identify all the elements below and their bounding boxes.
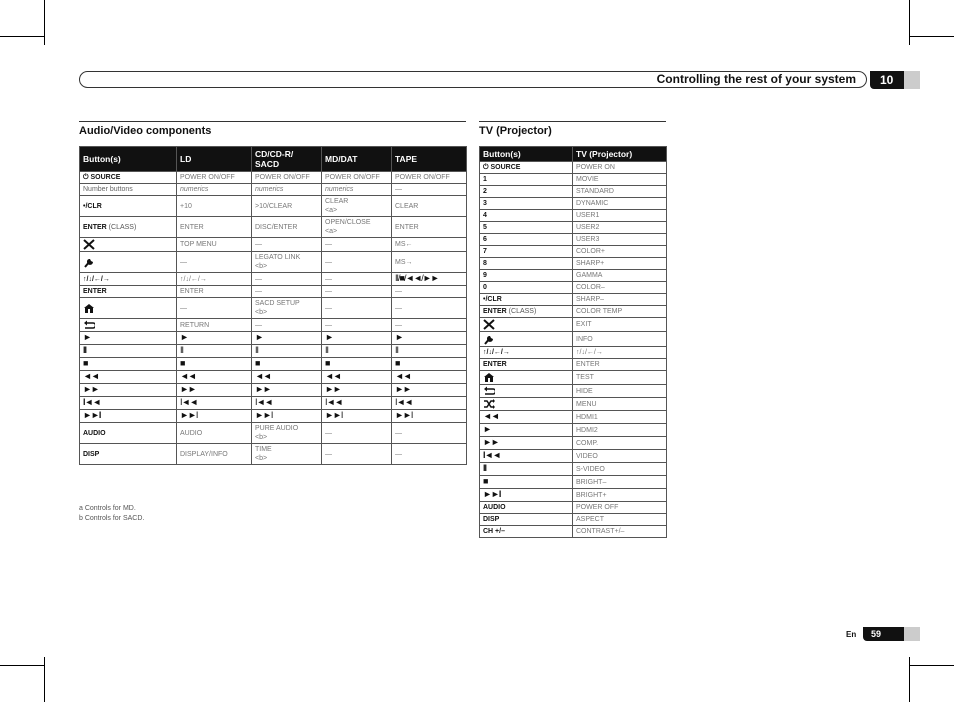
value-cell: — — [392, 423, 467, 444]
value-cell: TOP MENU — [177, 238, 252, 252]
button-label: AUDIO — [83, 429, 106, 437]
home-icon — [83, 305, 95, 312]
table-row — [80, 217, 467, 238]
button-cell — [80, 332, 177, 345]
value-cell: — — [392, 298, 467, 319]
button-label: CH +/– — [483, 528, 505, 535]
button-cell — [80, 273, 177, 286]
table-row — [80, 332, 467, 345]
button-cell — [80, 298, 177, 319]
value-cell: TIME <b> — [252, 444, 322, 465]
value-cell: COMP. — [573, 437, 667, 450]
button-cell — [80, 397, 177, 410]
value-cell: — — [392, 319, 467, 332]
table-row — [80, 397, 467, 410]
button-label: 4 — [483, 212, 487, 219]
column-header: Button(s) — [480, 147, 573, 162]
value-cell: CLEAR <a> — [322, 196, 392, 217]
value-cell: I◄◄ — [252, 397, 322, 410]
value-cell: ► — [322, 332, 392, 345]
button-cell — [480, 282, 573, 294]
value-cell: — — [392, 286, 467, 298]
return-icon — [483, 388, 495, 395]
value-cell: EXIT — [573, 318, 667, 332]
button-label: I◄◄ — [83, 397, 101, 407]
table-row — [480, 424, 667, 437]
value-cell: INFO — [573, 332, 667, 347]
button-cell — [480, 385, 573, 398]
value-cell: — — [252, 273, 322, 286]
button-cell — [80, 384, 177, 397]
value-cell: ►►I — [392, 410, 467, 423]
value-cell: ↑/↓/←/→ — [573, 347, 667, 359]
button-label: AUDIO — [483, 504, 506, 511]
button-cell — [80, 444, 177, 465]
language-label: En — [846, 630, 857, 639]
table-row — [80, 444, 467, 465]
value-cell: ENTER — [177, 286, 252, 298]
column-header: TAPE — [392, 147, 467, 172]
table-row — [480, 450, 667, 463]
value-cell: — — [252, 286, 322, 298]
value-cell: ■ — [252, 358, 322, 371]
button-label: ◄◄ — [483, 411, 499, 421]
table-row — [480, 186, 667, 198]
button-label: ENTER — [83, 288, 107, 295]
table-row — [80, 358, 467, 371]
table-row — [80, 298, 467, 319]
value-cell: >10/CLEAR — [252, 196, 322, 217]
value-cell: USER1 — [573, 210, 667, 222]
value-cell: ■ — [322, 358, 392, 371]
button-label: II — [83, 345, 87, 355]
table-row — [80, 196, 467, 217]
value-cell: ► — [177, 332, 252, 345]
value-cell: SACD SETUP <b> — [252, 298, 322, 319]
chapter-number: 10 — [870, 71, 920, 89]
column-header: Button(s) — [80, 147, 177, 172]
button-cell — [480, 270, 573, 282]
button-label-suffix: (CLASS) — [506, 308, 537, 315]
value-cell: MOVIE — [573, 174, 667, 186]
value-cell: ►►I — [252, 410, 322, 423]
table-row — [480, 476, 667, 489]
value-cell: BRIGHT+ — [573, 489, 667, 502]
value-cell: — — [322, 423, 392, 444]
value-cell: ◄◄ — [177, 371, 252, 384]
table-row — [80, 238, 467, 252]
value-cell: SHARP– — [573, 294, 667, 306]
value-cell: CONTRAST+/– — [573, 526, 667, 538]
table-row — [480, 210, 667, 222]
table-row — [80, 423, 467, 444]
value-cell: PURE AUDIO <b> — [252, 423, 322, 444]
value-cell: II — [392, 345, 467, 358]
button-label: DISP — [483, 516, 500, 523]
button-cell — [480, 398, 573, 411]
value-cell: — — [252, 319, 322, 332]
table-row — [480, 234, 667, 246]
button-label: 6 — [483, 236, 487, 243]
button-cell — [480, 332, 573, 347]
value-cell: DISPLAY/INFO — [177, 444, 252, 465]
value-cell: ENTER — [573, 359, 667, 371]
button-cell — [480, 306, 573, 318]
section-rule — [479, 121, 666, 122]
value-cell: — — [322, 252, 392, 273]
table-row — [480, 282, 667, 294]
value-cell: POWER ON/OFF — [322, 172, 392, 184]
value-cell: ↑/↓/←/→ — [177, 273, 252, 286]
cross-icon — [83, 241, 95, 248]
value-cell: POWER OFF — [573, 502, 667, 514]
button-cell — [480, 411, 573, 424]
column-header: CD/CD-R/ SACD — [252, 147, 322, 172]
value-cell: — — [322, 298, 392, 319]
column-header: LD — [177, 147, 252, 172]
button-cell — [480, 186, 573, 198]
value-cell: CLEAR — [392, 196, 467, 217]
button-cell — [480, 294, 573, 306]
table-row — [480, 294, 667, 306]
value-cell: — — [322, 238, 392, 252]
button-cell — [480, 359, 573, 371]
shuffle-icon — [483, 401, 495, 408]
table-row — [480, 489, 667, 502]
value-cell: ENTER — [392, 217, 467, 238]
value-cell: — — [322, 319, 392, 332]
value-cell: ►►I — [177, 410, 252, 423]
value-cell: II — [252, 345, 322, 358]
value-cell: STANDARD — [573, 186, 667, 198]
button-label: ↑/↓/←/→ — [83, 275, 110, 283]
table-row — [480, 174, 667, 186]
section-title-audio-video: Audio/Video components — [79, 125, 212, 137]
crop-mark — [0, 665, 45, 666]
button-label: 2 — [483, 188, 487, 195]
table-row — [480, 526, 667, 538]
value-cell: MS← — [392, 238, 467, 252]
button-cell — [480, 222, 573, 234]
button-label: ENTER — [483, 361, 507, 368]
value-cell: LEGATO LINK <b> — [252, 252, 322, 273]
table-row — [480, 198, 667, 210]
value-cell: GAMMA — [573, 270, 667, 282]
table-row — [480, 246, 667, 258]
button-cell — [80, 423, 177, 444]
table-row — [80, 410, 467, 423]
value-cell: COLOR+ — [573, 246, 667, 258]
value-cell: +10 — [177, 196, 252, 217]
crop-mark — [909, 36, 954, 37]
column-header: MD/DAT — [322, 147, 392, 172]
button-cell — [480, 450, 573, 463]
value-cell: RETURN — [177, 319, 252, 332]
button-cell — [80, 286, 177, 298]
value-cell: ►►I — [322, 410, 392, 423]
button-label: Number buttons — [83, 186, 133, 193]
button-cell — [480, 318, 573, 332]
column-header: TV (Projector) — [573, 147, 667, 162]
button-cell — [480, 476, 573, 489]
button-label: ENTER — [83, 223, 107, 231]
value-cell: MS→ — [392, 252, 467, 273]
table-row — [80, 252, 467, 273]
value-cell: ◄◄ — [322, 371, 392, 384]
audio-video-table — [79, 146, 467, 465]
value-cell: ►► — [392, 384, 467, 397]
table-row — [480, 270, 667, 282]
crop-mark — [909, 0, 910, 45]
value-cell: numerics — [252, 184, 322, 196]
table-row — [480, 502, 667, 514]
value-cell: — — [322, 273, 392, 286]
button-label: ► — [483, 424, 491, 434]
chapter-tab-edge — [904, 71, 920, 89]
value-cell: USER3 — [573, 234, 667, 246]
value-cell: POWER ON/OFF — [392, 172, 467, 184]
button-label: ENTER — [483, 308, 507, 315]
table-row — [480, 359, 667, 371]
value-cell: AUDIO — [177, 423, 252, 444]
value-cell: I◄◄ — [322, 397, 392, 410]
value-cell: ENTER — [177, 217, 252, 238]
value-cell: POWER ON/OFF — [252, 172, 322, 184]
value-cell: COLOR TEMP — [573, 306, 667, 318]
value-cell: ► — [252, 332, 322, 345]
button-label: ↑/↓/←/→ — [483, 349, 510, 356]
table-row — [80, 184, 467, 196]
value-cell: USER2 — [573, 222, 667, 234]
button-label: ⏻ SOURCE — [83, 174, 121, 181]
value-cell: DYNAMIC — [573, 198, 667, 210]
button-cell — [80, 410, 177, 423]
table-row — [480, 222, 667, 234]
value-cell: COLOR– — [573, 282, 667, 294]
value-cell: OPEN/CLOSE <a> — [322, 217, 392, 238]
button-label: I◄◄ — [483, 450, 501, 460]
tv-projector-table — [479, 146, 667, 538]
button-label: 7 — [483, 248, 487, 255]
value-cell: — — [392, 444, 467, 465]
button-label-suffix: (CLASS) — [106, 223, 137, 231]
table-row — [480, 318, 667, 332]
value-cell: VIDEO — [573, 450, 667, 463]
button-cell — [80, 217, 177, 238]
button-label: ►► — [483, 437, 499, 447]
button-cell — [480, 198, 573, 210]
button-label: 0 — [483, 284, 487, 291]
value-cell: TEST — [573, 371, 667, 385]
value-cell: DISC/ENTER — [252, 217, 322, 238]
value-cell: — — [392, 184, 467, 196]
value-cell: ASPECT — [573, 514, 667, 526]
button-cell — [80, 319, 177, 332]
button-cell — [80, 172, 177, 184]
button-label: 1 — [483, 176, 487, 183]
value-cell: — — [177, 252, 252, 273]
button-label: II — [483, 463, 487, 473]
page-number: 59 — [863, 627, 920, 641]
value-cell: ■ — [177, 358, 252, 371]
button-label: 9 — [483, 272, 487, 279]
value-cell: numerics — [322, 184, 392, 196]
table-row — [480, 463, 667, 476]
button-cell — [480, 347, 573, 359]
value-cell: ◄◄ — [252, 371, 322, 384]
button-cell — [480, 210, 573, 222]
value-cell: ■ — [392, 358, 467, 371]
value-cell: HIDE — [573, 385, 667, 398]
crop-mark — [44, 657, 45, 702]
button-label: ⏻ SOURCE — [483, 164, 521, 171]
table-row — [80, 345, 467, 358]
section-title-tv-projector: TV (Projector) — [479, 125, 552, 137]
table-row — [80, 384, 467, 397]
button-cell — [480, 424, 573, 437]
value-cell: ► — [392, 332, 467, 345]
cross-icon — [483, 321, 495, 328]
button-cell — [480, 174, 573, 186]
value-cell: II — [322, 345, 392, 358]
table-row — [480, 385, 667, 398]
value-cell: ◄◄ — [392, 371, 467, 384]
value-cell: POWER ON — [573, 162, 667, 174]
value-cell: I◄◄ — [177, 397, 252, 410]
section-rule — [79, 121, 466, 122]
value-cell: ►► — [177, 384, 252, 397]
table-row — [480, 398, 667, 411]
table-row — [480, 258, 667, 270]
value-cell: POWER ON/OFF — [177, 172, 252, 184]
button-cell — [480, 258, 573, 270]
button-cell — [480, 162, 573, 174]
value-cell: — — [177, 298, 252, 319]
button-cell — [480, 463, 573, 476]
table-row — [480, 437, 667, 450]
button-cell — [480, 526, 573, 538]
wrench-icon — [483, 336, 495, 343]
button-label: 3 — [483, 200, 487, 207]
table-row — [480, 411, 667, 424]
button-label: ► — [83, 332, 91, 342]
return-icon — [83, 322, 95, 329]
table-row — [80, 172, 467, 184]
value-cell: ►► — [252, 384, 322, 397]
button-label: ►► — [83, 384, 99, 394]
button-cell — [80, 184, 177, 196]
button-cell — [480, 371, 573, 385]
button-label: ■ — [483, 476, 488, 486]
crop-mark — [909, 657, 910, 702]
button-cell — [480, 502, 573, 514]
button-label: •/CLR — [483, 296, 502, 303]
value-cell: HDMI1 — [573, 411, 667, 424]
value-cell: ►► — [322, 384, 392, 397]
value-cell: — — [322, 286, 392, 298]
button-label: ◄◄ — [83, 371, 99, 381]
table-row — [480, 514, 667, 526]
value-cell: MENU — [573, 398, 667, 411]
button-cell — [480, 489, 573, 502]
button-cell — [80, 358, 177, 371]
crop-mark — [909, 665, 954, 666]
button-cell — [80, 196, 177, 217]
button-label: ►►I — [483, 489, 501, 499]
button-label: ►►I — [83, 410, 101, 420]
value-cell: II — [177, 345, 252, 358]
table-row — [80, 286, 467, 298]
button-cell — [80, 238, 177, 252]
value-cell: — — [322, 444, 392, 465]
value-cell: BRIGHT– — [573, 476, 667, 489]
button-cell — [480, 437, 573, 450]
value-cell: I◄◄ — [392, 397, 467, 410]
footnote-a: a Controls for MD. — [79, 505, 136, 512]
crop-mark — [0, 36, 45, 37]
table-row — [80, 273, 467, 286]
crop-mark — [44, 0, 45, 45]
value-cell: S-VIDEO — [573, 463, 667, 476]
button-cell — [480, 514, 573, 526]
button-label: 8 — [483, 260, 487, 267]
table-row — [80, 371, 467, 384]
button-cell — [80, 371, 177, 384]
table-row — [480, 306, 667, 318]
table-row — [480, 332, 667, 347]
button-label: 5 — [483, 224, 487, 231]
page-tab-edge — [904, 627, 920, 641]
table-row — [480, 371, 667, 385]
home-icon — [483, 374, 495, 381]
value-cell: — — [252, 238, 322, 252]
page-title: Controlling the rest of your system — [656, 72, 856, 86]
button-label: •/CLR — [83, 202, 102, 210]
value-cell: SHARP+ — [573, 258, 667, 270]
button-cell — [480, 246, 573, 258]
table-row — [80, 319, 467, 332]
wrench-icon — [83, 259, 95, 266]
button-cell — [80, 345, 177, 358]
button-cell — [80, 252, 177, 273]
footnote-b: b Controls for SACD. — [79, 515, 145, 522]
value-cell: HDMI2 — [573, 424, 667, 437]
button-label: ■ — [83, 358, 88, 368]
button-cell — [480, 234, 573, 246]
button-label: DISP — [83, 450, 100, 458]
table-row — [480, 347, 667, 359]
value-cell: numerics — [177, 184, 252, 196]
table-row — [480, 162, 667, 174]
value-cell: II/■/◄◄/►► — [392, 273, 467, 286]
